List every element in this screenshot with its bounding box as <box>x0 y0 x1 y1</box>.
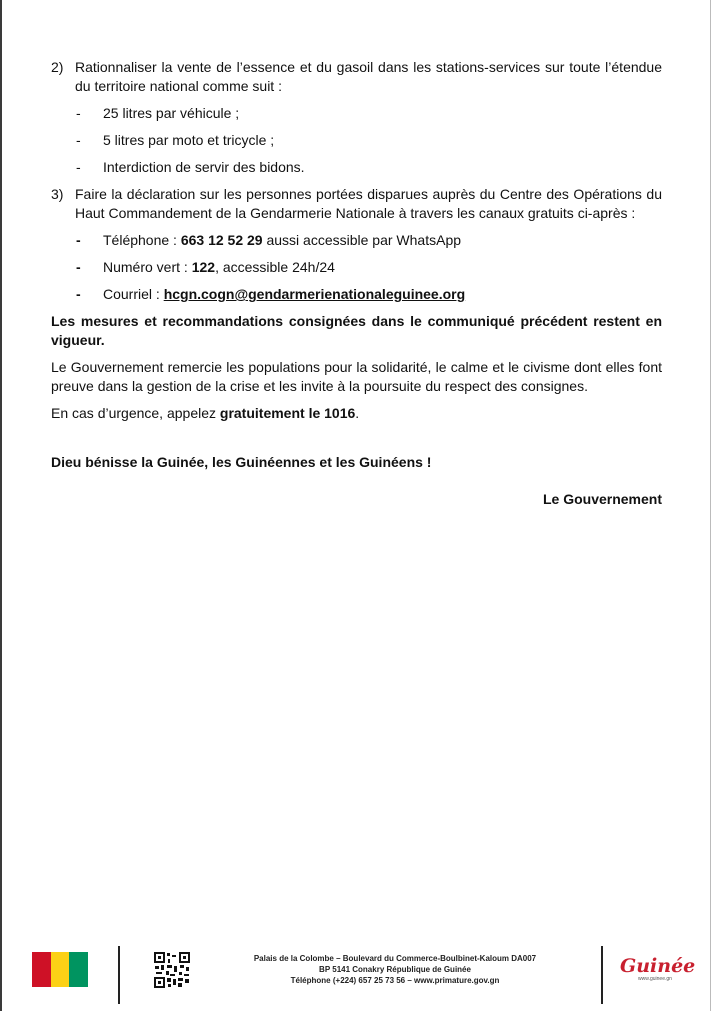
item-text: Faire la déclaration sur les personnes portées disparues auprès du Centre des Opérations du Haut Commandement de la Gendarmerie Nationale à travers les canaux gratuits ci-après : <box>75 186 662 221</box>
bullet-dash: - <box>76 159 81 175</box>
logo-url: www.guinee.gn <box>638 976 672 982</box>
footer-divider <box>118 946 120 1004</box>
bullet-dash: - <box>76 259 81 275</box>
emergency-prefix: En cas d’urgence, appelez <box>51 405 220 421</box>
item-number: 3) <box>51 186 64 202</box>
measures-paragraph: Les mesures et recommandations consignées dans le communiqué précédent restent en vigueur. <box>51 313 662 348</box>
bullet-dash: - <box>76 105 81 121</box>
bullet-dash: - <box>76 132 81 148</box>
item-text: Rationnaliser la vente de l’essence et du gasoil dans les stations-services sur toute l’étendue du territoire national comme suit : <box>75 59 662 94</box>
footer-address <box>200 953 590 986</box>
logo-text: Guinée <box>620 955 696 977</box>
footer <box>0 944 711 1011</box>
footer-divider <box>601 946 603 1004</box>
address-line-1: Palais de la Colombe – Boulevard du Commerce-Boulbinet-Kaloum DA007 <box>253 954 537 963</box>
list-item-text: 25 litres par véhicule ; <box>103 105 240 121</box>
thanks-paragraph: Le Gouvernement remercie les populations pour la solidarité, le calme et le civisme dont elles font preuve dans la gestion de la crise et les invite à la poursuite du respect des consignes. <box>51 359 662 394</box>
flag-green-band <box>69 952 88 987</box>
phone-label: Téléphone : <box>103 232 177 248</box>
flag-red-band <box>32 952 51 987</box>
contact-line <box>103 285 465 304</box>
green-number: 122 <box>191 259 216 275</box>
list-item <box>76 131 662 150</box>
emergency-suffix: . <box>355 405 360 421</box>
list-item <box>76 104 662 123</box>
page-left-border <box>0 0 2 1011</box>
document-body <box>51 58 662 509</box>
green-number-suffix: , accessible 24h/24 <box>215 259 335 275</box>
emergency-number: gratuitement le 1016 <box>219 405 356 421</box>
guinee-logo <box>620 955 696 982</box>
flag-yellow-band <box>51 952 70 987</box>
item-number: 2) <box>51 59 64 75</box>
email-label: Courriel : <box>103 286 160 302</box>
email-contact <box>76 285 662 304</box>
email-link[interactable]: hcgn.cogn@gendarmerienationaleguinee.org <box>163 286 466 302</box>
address-line-2: BP 5141 Conakry République de Guinée <box>319 965 471 974</box>
numbered-item-3 <box>51 185 662 223</box>
blessing: Dieu bénisse la Guinée, les Guinéennes et les Guinéens ! <box>51 454 432 470</box>
list-item-text: Interdiction de servir des bidons. <box>103 159 305 175</box>
bullet-dash: - <box>76 232 81 248</box>
signature: Le Gouvernement <box>542 491 662 507</box>
emergency-paragraph <box>51 404 662 423</box>
address-line-3: Téléphone (+224) 657 25 73 56 – www.primature.gov.gn <box>290 976 500 985</box>
qr-code-icon <box>154 952 190 988</box>
list-item-text: 5 litres par moto et tricycle ; <box>103 132 275 148</box>
contact-line <box>103 258 335 277</box>
bullet-dash: - <box>76 286 81 302</box>
guinea-flag <box>32 952 88 987</box>
contact-line <box>103 231 461 250</box>
green-number-label: Numéro vert : <box>103 259 188 275</box>
list-item <box>76 158 662 177</box>
phone-number: 663 12 52 29 <box>180 232 263 248</box>
phone-suffix: aussi accessible par WhatsApp <box>266 232 462 248</box>
green-number-contact <box>76 258 662 277</box>
phone-contact <box>76 231 662 250</box>
numbered-item-2 <box>51 58 662 96</box>
